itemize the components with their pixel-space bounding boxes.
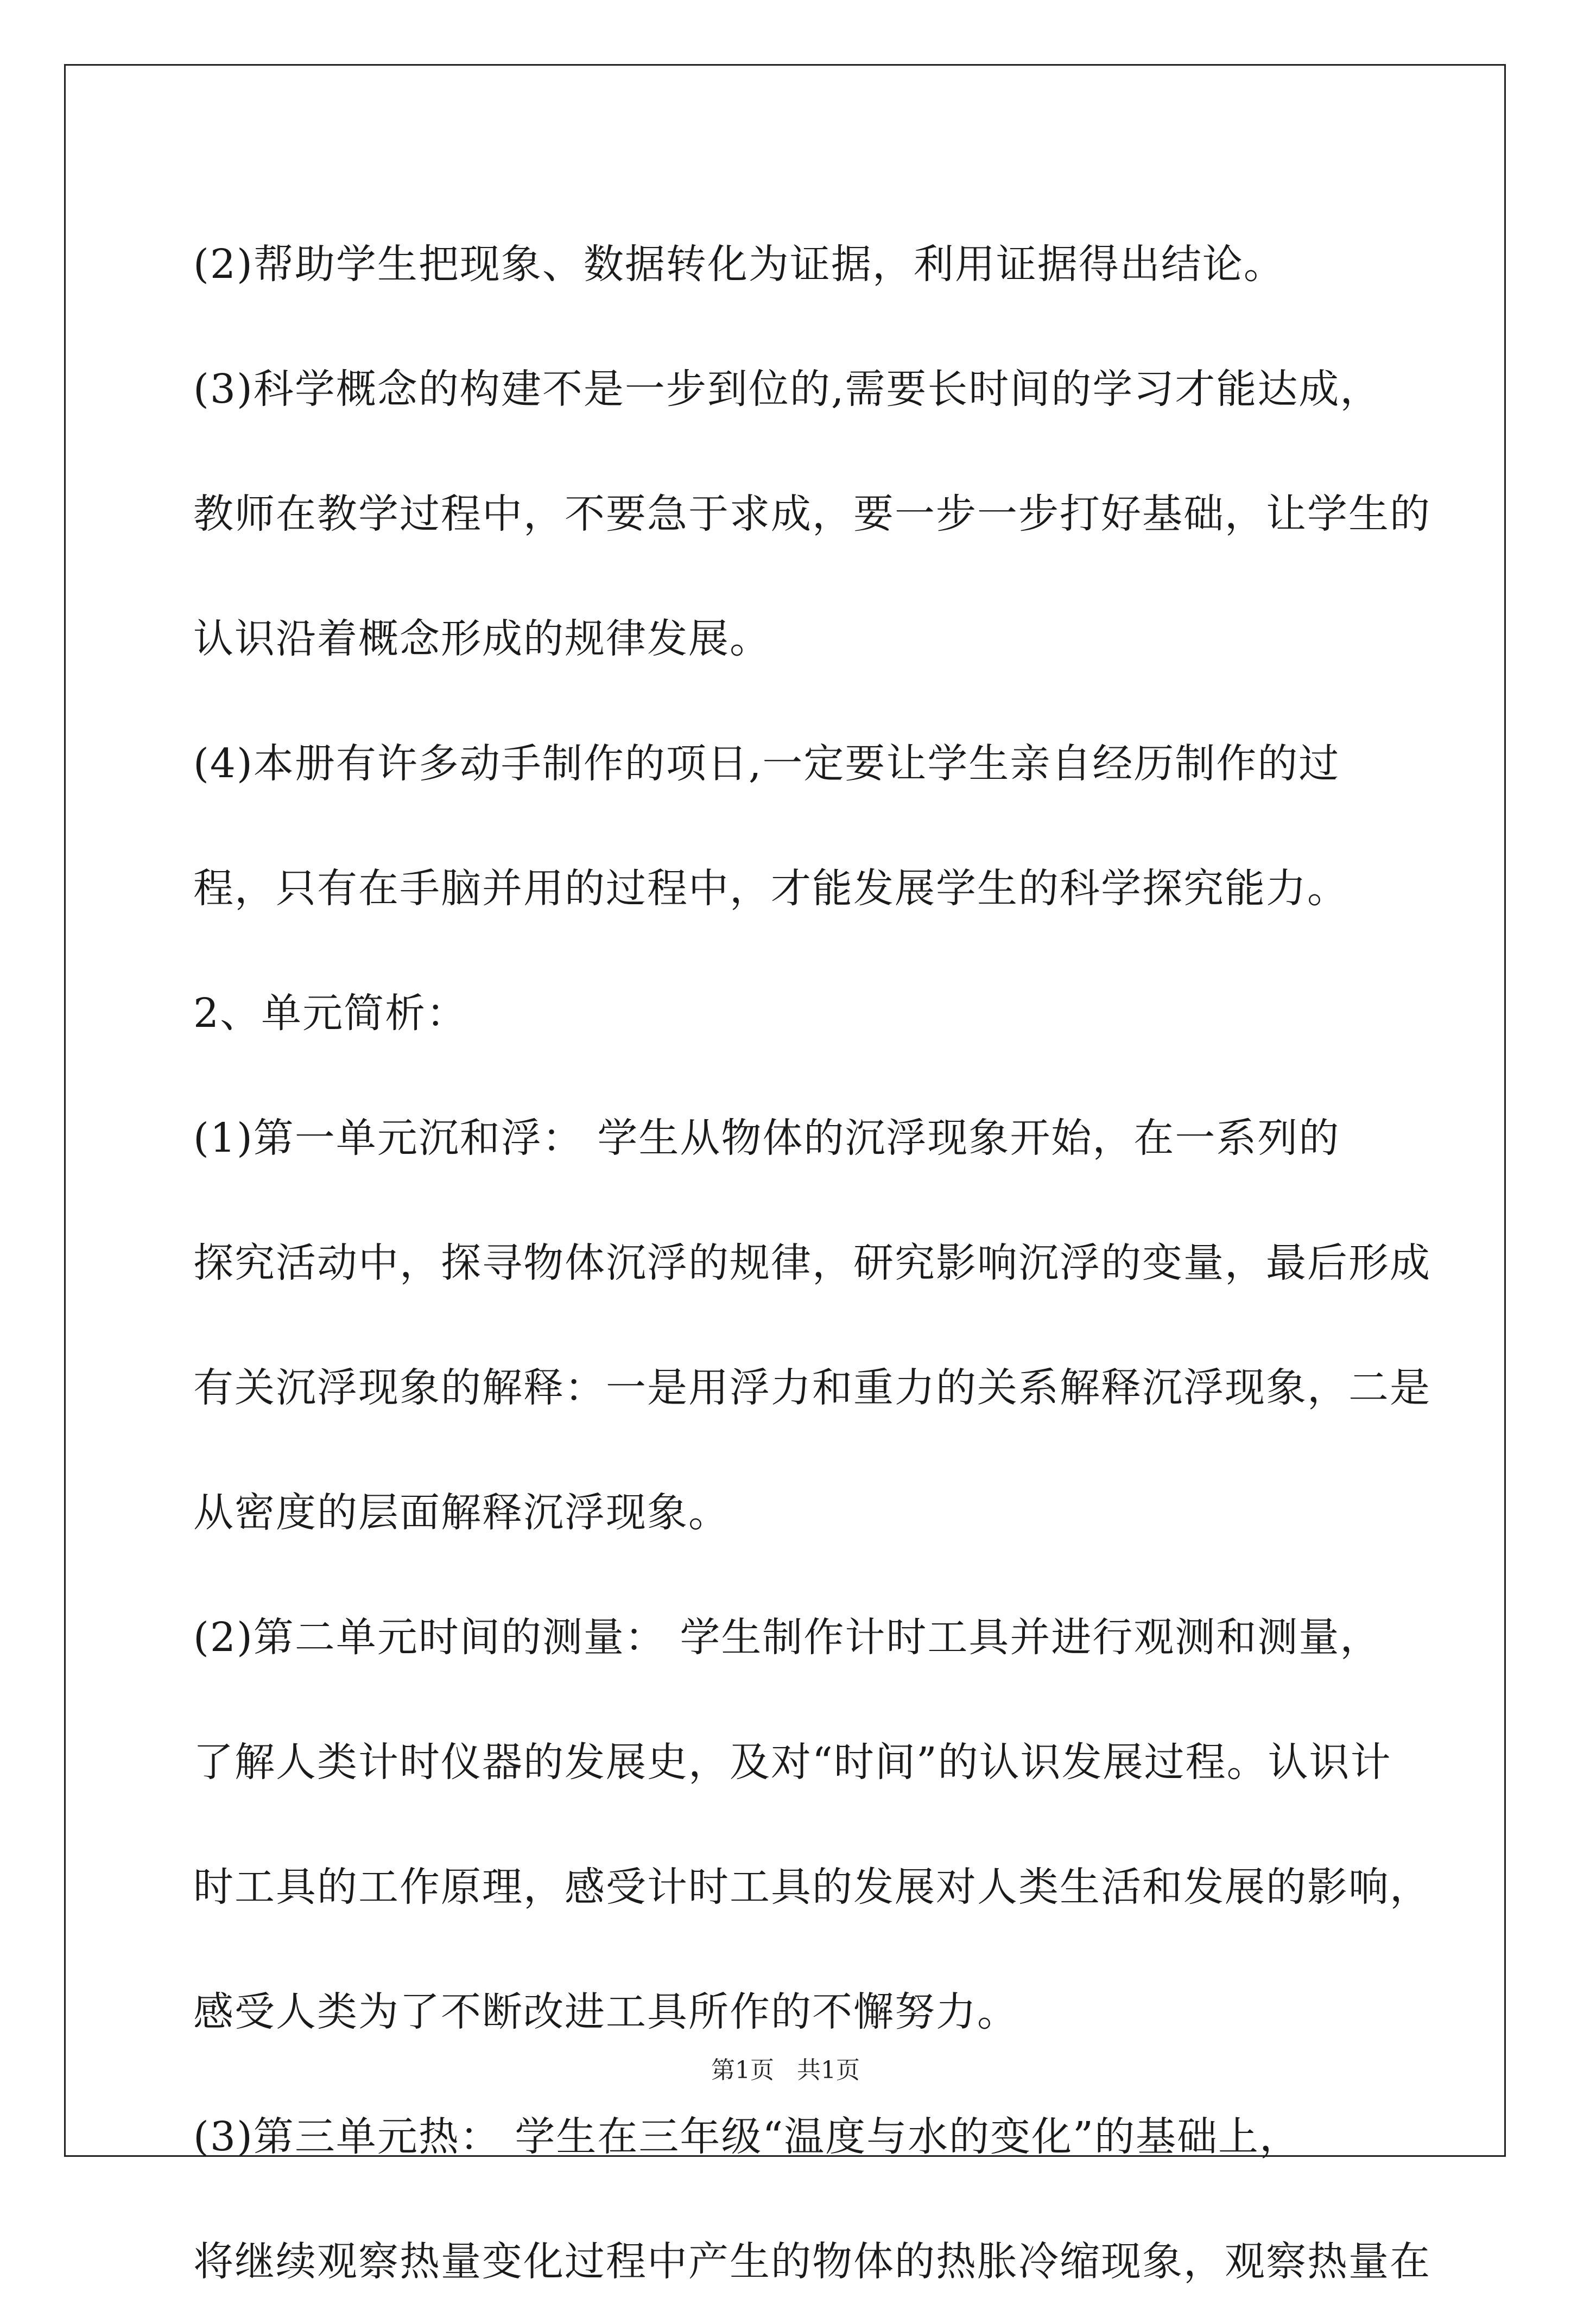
text-line-9: 探究活动中，探寻物体沉浮的规律，研究影响沉浮的变量，最后形成 (193, 1240, 1431, 1286)
document-body (193, 202, 1431, 2324)
text-line-17: 将继续观察热量变化过程中产生的物体的热胀冷缩现象，观察热量在 (193, 2238, 1431, 2285)
text-line-15: 感受人类为了不断改进工具所作的不懈努力。 (193, 1989, 1018, 2035)
text-line-1: (2)帮助学生把现象、数据转化为证据，利用证据得出结论。 (193, 241, 1285, 288)
text-line-2: (3)科学概念的构建不是一步到位的,需要长时间的学习才能达成， (193, 366, 1382, 412)
text-line-12: (2)第二单元时间的测量： 学生制作计时工具并进行观测和测量， (193, 1614, 1382, 1661)
text-line-8: (1)第一单元沉和浮： 学生从物体的沉浮现象开始，在一系列的 (193, 1115, 1340, 1161)
text-line-10: 有关沉浮现象的解释：一是用浮力和重力的关系解释沉浮现象，二是 (193, 1364, 1431, 1411)
text-line-5: (4)本册有许多动手制作的项日,一定要让学生亲自经历制作的过 (193, 740, 1340, 787)
text-line-16: (3)第三单元热： 学生在三年级“温度与水的变化”的基础上， (193, 2113, 1301, 2160)
page-number-footer: 第1页 共1页 (711, 2056, 860, 2084)
text-line-3: 教师在教学过程中，不要急于求成，要一步一步打好基础，让学生的 (193, 491, 1431, 537)
text-line-14: 时工具的工作原理，感受计时工具的发展对人类生活和发展的影响， (193, 1864, 1431, 1910)
text-line-7: 2、单元简析： (193, 990, 468, 1037)
text-line-4: 认识沿着概念形成的规律发展。 (193, 615, 771, 662)
text-line-11: 从密度的层面解释沉浮现象。 (193, 1489, 730, 1536)
text-line-13: 了解人类计时仪器的发展史，及对“时间”的认识发展过程。认识计 (193, 1739, 1392, 1786)
text-line-6: 程，只有在手脑并用的过程中，才能发展学生的科学探究能力。 (193, 865, 1348, 912)
